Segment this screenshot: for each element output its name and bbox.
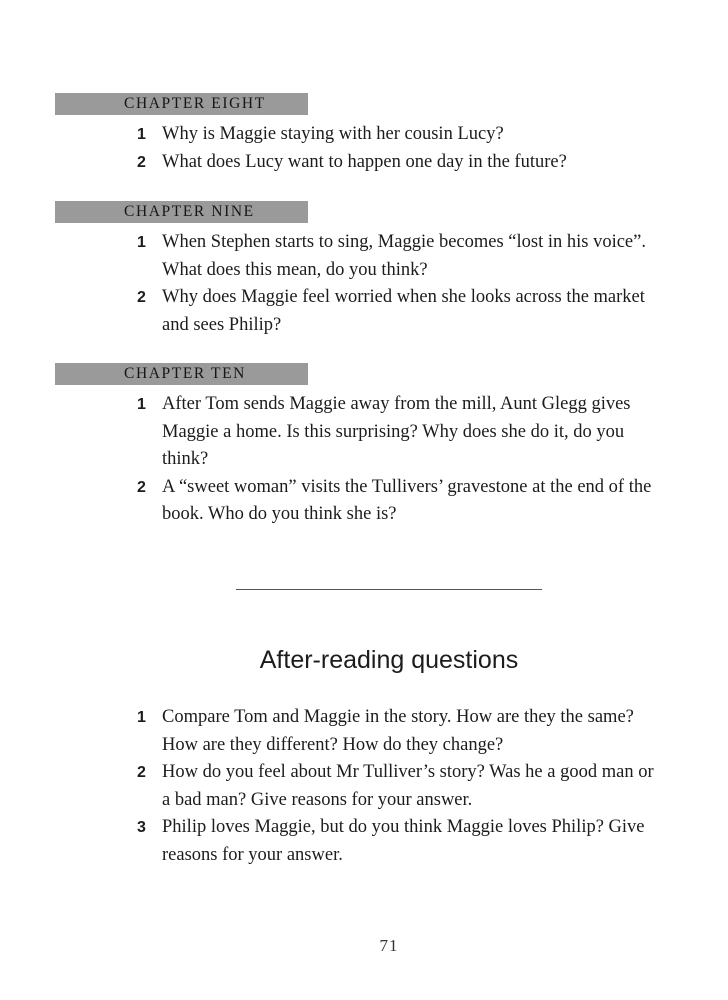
chapter-eight-heading: CHAPTER EIGHT — [55, 93, 308, 115]
question-item — [137, 121, 657, 149]
question-item — [137, 284, 657, 339]
question-number: 2 — [137, 764, 146, 781]
question-text: Philip loves Maggie, but do you think Maggie loves Philip? Give reasons for your answer. — [162, 817, 645, 865]
chapter-nine-heading: CHAPTER NINE — [55, 201, 308, 223]
chapter-eight-questions — [137, 121, 657, 176]
question-item — [137, 704, 657, 759]
section-divider — [236, 589, 542, 590]
question-number: 2 — [137, 478, 146, 496]
question-text: How do you feel about Mr Tulliver’s story? Was he a good man or a bad man? Give reasons for your answer. — [162, 762, 654, 810]
question-number: 1 — [137, 709, 146, 726]
question-item — [137, 229, 657, 284]
page-number: 71 — [379, 936, 399, 955]
question-item — [137, 759, 657, 814]
question-text: When Stephen starts to sing, Maggie becomes “lost in his voice”. What does this mean, do you think? — [162, 232, 646, 280]
question-number: 2 — [137, 153, 146, 171]
after-reading-heading: After-reading questions — [259, 646, 519, 674]
question-number: 1 — [137, 396, 146, 413]
chapter-ten-heading: CHAPTER TEN — [55, 363, 308, 385]
question-text: After Tom sends Maggie away from the mill, Aunt Glegg gives Maggie a home. Is this surprising? Why does she do it, do you think? — [162, 394, 631, 469]
question-number: 3 — [137, 819, 146, 836]
after-reading-questions — [137, 704, 657, 869]
question-text: What does Lucy want to happen one day in the future? — [162, 151, 567, 172]
question-item — [137, 474, 657, 529]
chapter-ten-questions — [137, 391, 657, 529]
question-number: 2 — [137, 289, 146, 306]
question-item — [137, 149, 657, 177]
question-text: Why does Maggie feel worried when she looks across the market and sees Philip? — [162, 287, 645, 335]
question-item — [137, 391, 657, 474]
question-number: 1 — [137, 234, 146, 251]
question-text: A “sweet woman” visits the Tullivers’ gravestone at the end of the book. Who do you think she is? — [162, 476, 652, 524]
question-text: Why is Maggie staying with her cousin Lucy? — [162, 124, 504, 144]
question-number: 1 — [137, 126, 146, 143]
question-item — [137, 814, 657, 869]
question-text: Compare Tom and Maggie in the story. How are they the same? How are they different? How do they change? — [162, 707, 634, 755]
chapter-nine-questions — [137, 229, 657, 339]
